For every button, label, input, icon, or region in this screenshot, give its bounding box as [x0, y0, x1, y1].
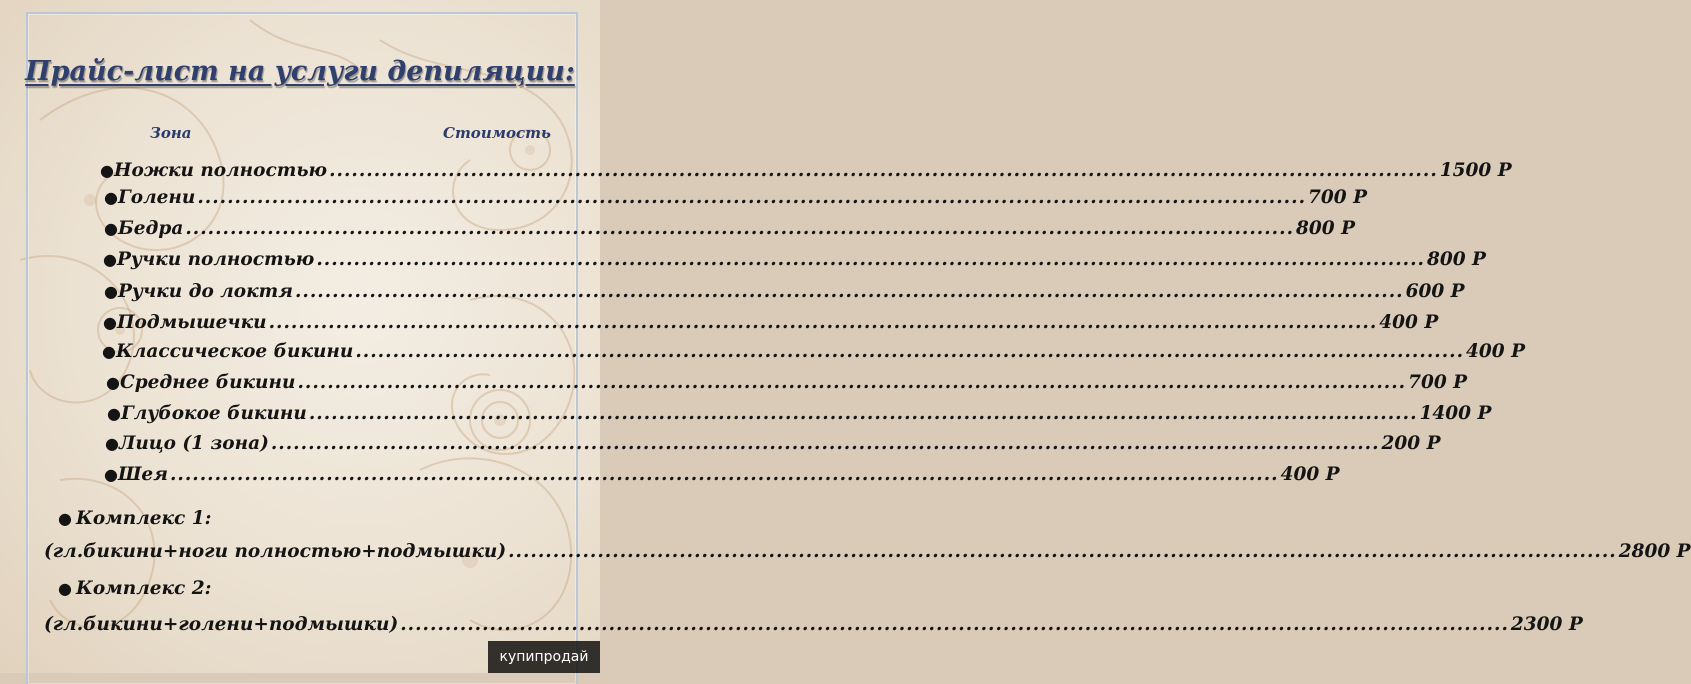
list-item [104, 187, 1367, 208]
leader-dots [400, 614, 1509, 635]
bullet-icon: ● [102, 342, 116, 361]
service-name: Среднее бикини [119, 372, 296, 393]
leader-dots [269, 312, 1378, 333]
list-item [106, 372, 1468, 393]
list-item [104, 464, 1340, 485]
list-item [104, 281, 1465, 302]
complex-contents: (гл.бикини+ноги полностью+подмышки) [44, 541, 507, 562]
service-price: 700 Р [1408, 372, 1468, 393]
bullet-icon: ● [104, 282, 118, 301]
leader-dots [197, 187, 1306, 208]
list-item [104, 218, 1355, 239]
complex-2-detail [44, 614, 1583, 635]
service-name: Ножки полностью [113, 160, 328, 181]
service-name: Бедра [117, 218, 184, 239]
list-item [103, 312, 1439, 333]
leader-dots [297, 372, 1406, 393]
bullet-icon: ● [104, 465, 118, 484]
bullet-icon: ● [58, 579, 72, 598]
list-item [105, 433, 1441, 454]
complex-name: Комплекс 1: [76, 508, 212, 529]
leader-dots [185, 218, 1294, 239]
leader-dots [309, 403, 1418, 424]
service-price: 1500 Р [1439, 160, 1512, 181]
bullet-icon: ● [105, 434, 119, 453]
bullet-icon: ● [106, 373, 120, 392]
leader-dots [170, 464, 1279, 485]
service-price: 400 Р [1379, 312, 1439, 333]
list-item [107, 403, 1492, 424]
leader-dots [271, 433, 1380, 454]
service-name: Ручки до локтя [117, 281, 293, 302]
bullet-icon: ● [104, 188, 118, 207]
service-price: 800 Р [1426, 249, 1486, 270]
service-price: 700 Р [1308, 187, 1367, 208]
leader-dots [295, 281, 1404, 302]
leader-dots [355, 341, 1464, 362]
service-name: Классическое бикини [115, 341, 354, 362]
leader-dots [508, 541, 1617, 562]
complex-2-title [58, 578, 211, 599]
bullet-icon: ● [100, 161, 114, 180]
complex-contents: (гл.бикини+голени+подмышки) [44, 614, 399, 635]
complex-price: 2300 Р [1510, 614, 1583, 635]
service-price: 200 Р [1381, 433, 1441, 454]
service-name: Голени [117, 187, 196, 208]
service-price: 800 Р [1296, 218, 1355, 239]
watermark-logo: купипродай [488, 641, 600, 673]
service-name: Глубокое бикини [120, 403, 307, 424]
bullet-icon: ● [103, 250, 117, 269]
service-name: Ручки полностью [116, 249, 315, 270]
leader-dots [316, 249, 1425, 270]
complex-1-detail [44, 541, 1691, 562]
service-name: Подмышечки [116, 312, 267, 333]
complex-price: 2800 Р [1618, 541, 1691, 562]
service-name: Шея [117, 464, 168, 485]
bullet-icon: ● [104, 219, 118, 238]
service-price: 1400 Р [1419, 403, 1492, 424]
column-header-cost: Стоимость [443, 124, 551, 142]
list-item [103, 249, 1486, 270]
service-price: 400 Р [1466, 341, 1525, 362]
bullet-icon: ● [103, 313, 117, 332]
bullet-icon: ● [58, 509, 72, 528]
column-header-zone: Зона [150, 124, 192, 142]
complex-name: Комплекс 2: [76, 578, 212, 599]
bullet-icon: ● [107, 404, 121, 423]
service-price: 400 Р [1280, 464, 1340, 485]
complex-1-title [58, 508, 211, 529]
service-name: Лицо (1 зона) [118, 433, 269, 454]
list-item [102, 341, 1525, 362]
page-title: Прайс-лист на услуги депиляции: [25, 56, 575, 87]
service-price: 600 Р [1405, 281, 1465, 302]
leader-dots [329, 160, 1438, 181]
list-item [100, 160, 1512, 181]
